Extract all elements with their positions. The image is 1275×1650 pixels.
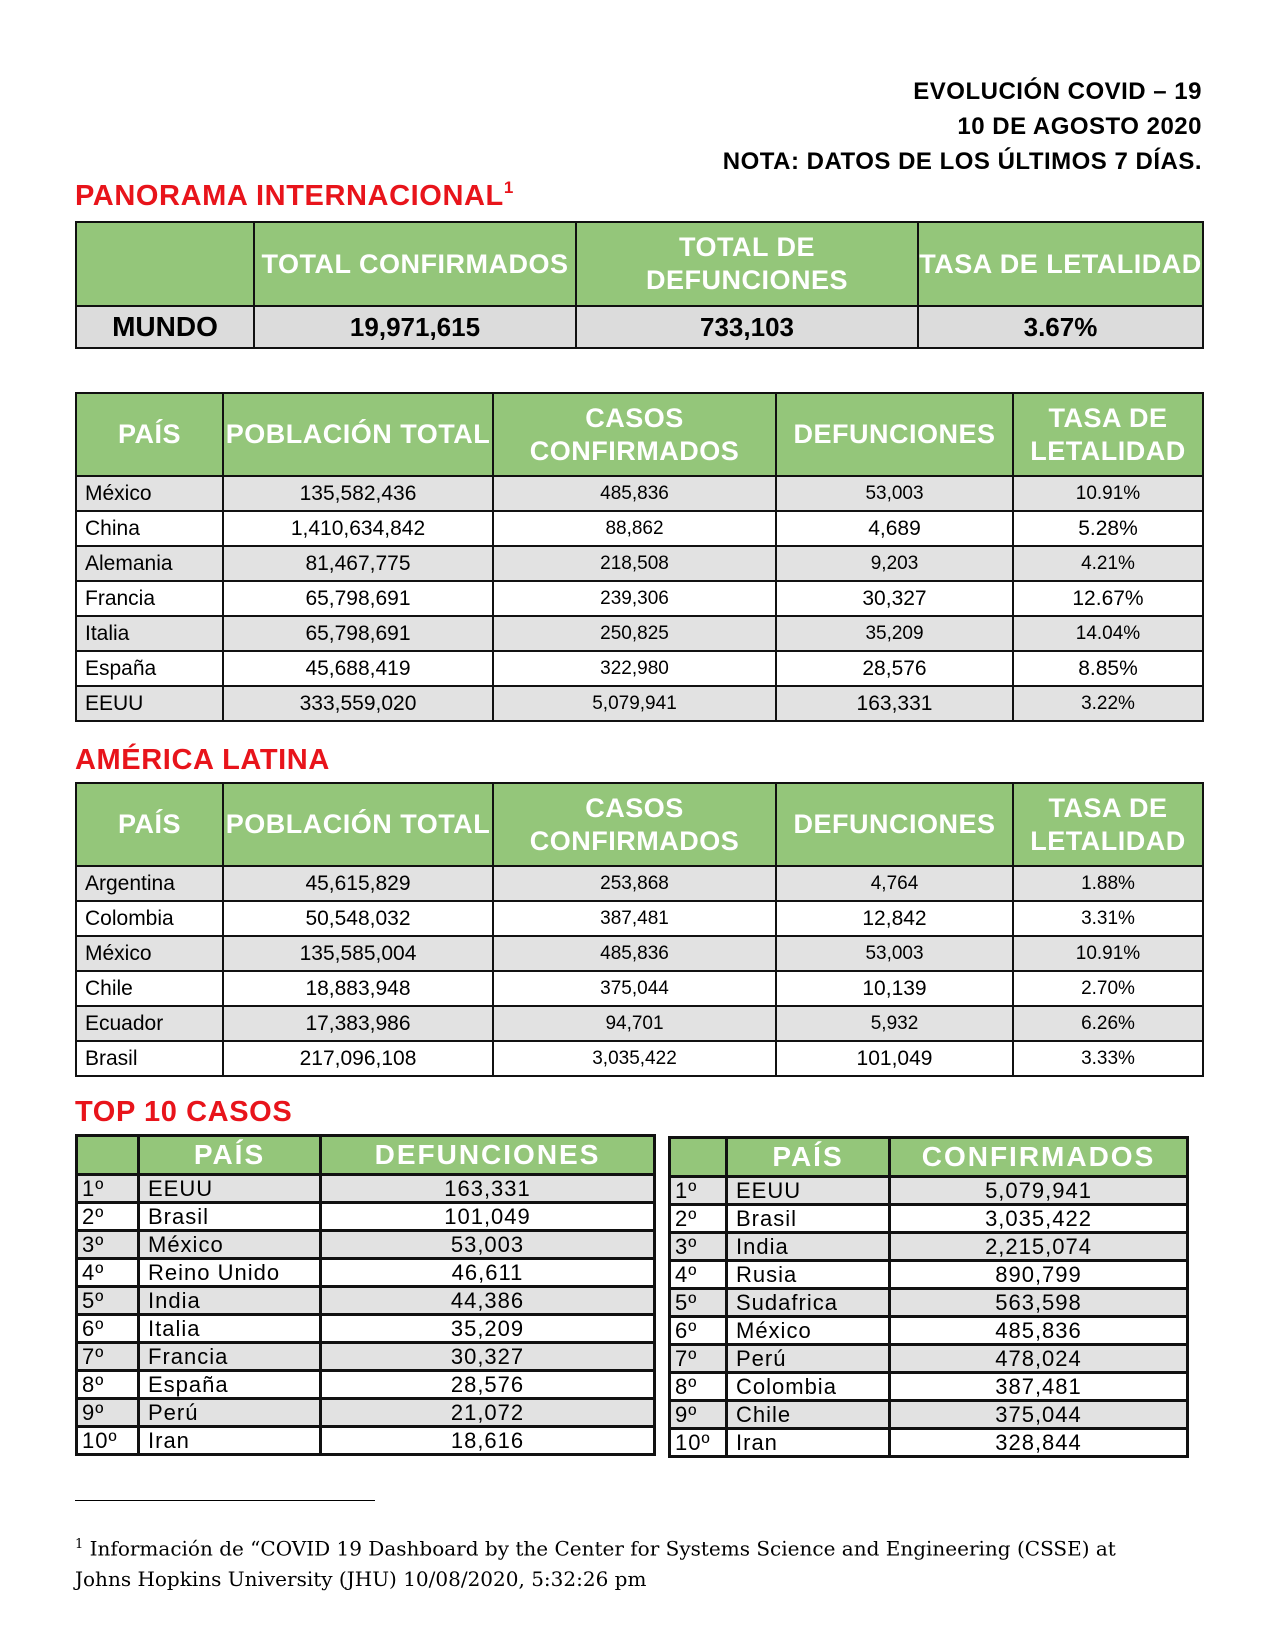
table-row [76, 686, 1203, 721]
cell-rank: 1º [670, 1177, 727, 1205]
cell-rank: 2º [77, 1203, 139, 1231]
cell-tasa: 3.33% [1013, 1041, 1203, 1076]
cell-casos: 94,701 [493, 1006, 776, 1041]
footnote-divider [75, 1500, 375, 1501]
table-row [76, 511, 1203, 546]
world-header-confirmados: TOTAL CONFIRMADOS [254, 222, 576, 306]
top10-def-header-defunciones: DEFUNCIONES [321, 1136, 655, 1175]
cell-pais: México [76, 476, 223, 511]
footnote-mark: 1 [75, 1537, 84, 1552]
cell-pais: España [76, 651, 223, 686]
cell-rank: 2º [670, 1205, 727, 1233]
world-header-defunciones: TOTAL DE DEFUNCIONES [576, 222, 918, 306]
table-row [670, 1205, 1188, 1233]
cell-casos: 88,862 [493, 511, 776, 546]
cell-confirmados: 485,836 [890, 1317, 1188, 1345]
cell-tasa: 14.04% [1013, 616, 1203, 651]
table-row [76, 616, 1203, 651]
cell-rank: 4º [77, 1259, 139, 1287]
cell-defunciones: 101,049 [321, 1203, 655, 1231]
world-label: MUNDO [76, 306, 254, 348]
cell-defunciones: 9,203 [776, 546, 1013, 581]
cell-pais: Perú [139, 1399, 321, 1427]
cell-pais: Brasil [76, 1041, 223, 1076]
cell-tasa: 6.26% [1013, 1006, 1203, 1041]
top10-def-header-pais: PAÍS [139, 1136, 321, 1175]
cell-rank: 9º [77, 1399, 139, 1427]
cell-poblacion: 17,383,986 [223, 1006, 493, 1041]
table-row [76, 901, 1203, 936]
cell-pais: China [76, 511, 223, 546]
cell-confirmados: 375,044 [890, 1401, 1188, 1429]
cell-pais: India [727, 1233, 890, 1261]
table-row [670, 1233, 1188, 1261]
cell-tasa: 4.21% [1013, 546, 1203, 581]
world-header-blank [76, 222, 254, 306]
table-row [77, 1203, 655, 1231]
cell-rank: 6º [670, 1317, 727, 1345]
cell-defunciones: 101,049 [776, 1041, 1013, 1076]
world-header-tasa: TASA DE LETALIDAD [918, 222, 1203, 306]
cell-defunciones: 53,003 [776, 476, 1013, 511]
world-tasa: 3.67% [918, 306, 1203, 348]
cell-poblacion: 45,615,829 [223, 866, 493, 901]
cell-defunciones: 18,616 [321, 1427, 655, 1455]
cell-poblacion: 65,798,691 [223, 616, 493, 651]
cell-pais: Sudafrica [727, 1289, 890, 1317]
cell-rank: 9º [670, 1401, 727, 1429]
header-date: 10 DE AGOSTO 2020 [957, 113, 1202, 140]
cell-defunciones: 44,386 [321, 1287, 655, 1315]
table-row [77, 1175, 655, 1203]
cell-defunciones: 53,003 [776, 936, 1013, 971]
cell-defunciones: 30,327 [776, 581, 1013, 616]
cell-defunciones: 46,611 [321, 1259, 655, 1287]
cell-pais: EEUU [727, 1177, 890, 1205]
cell-pais: Colombia [727, 1373, 890, 1401]
top10-title: TOP 10 CASOS [75, 1096, 293, 1128]
cell-confirmados: 5,079,941 [890, 1177, 1188, 1205]
cell-casos: 239,306 [493, 581, 776, 616]
cell-pais: Italia [139, 1315, 321, 1343]
cell-pais: Chile [76, 971, 223, 1006]
cell-tasa: 3.31% [1013, 901, 1203, 936]
cell-confirmados: 328,844 [890, 1429, 1188, 1457]
cell-casos: 5,079,941 [493, 686, 776, 721]
table-row [76, 476, 1203, 511]
cell-confirmados: 387,481 [890, 1373, 1188, 1401]
header-title: EVOLUCIÓN COVID – 19 [913, 78, 1202, 105]
cell-defunciones: 5,932 [776, 1006, 1013, 1041]
cell-tasa: 10.91% [1013, 936, 1203, 971]
cell-pais: Iran [139, 1427, 321, 1455]
cell-pais: Rusia [727, 1261, 890, 1289]
top10-def-header-rank [77, 1136, 139, 1175]
cell-casos: 322,980 [493, 651, 776, 686]
table-row [670, 1289, 1188, 1317]
col-poblacion: POBLACIÓN TOTAL [223, 393, 493, 476]
table-row [76, 581, 1203, 616]
cell-confirmados: 3,035,422 [890, 1205, 1188, 1233]
cell-rank: 3º [670, 1233, 727, 1261]
cell-rank: 3º [77, 1231, 139, 1259]
cell-rank: 7º [77, 1343, 139, 1371]
table-row [76, 971, 1203, 1006]
table-row [670, 1373, 1188, 1401]
cell-rank: 8º [77, 1371, 139, 1399]
america-latina-title: AMÉRICA LATINA [75, 744, 330, 776]
top10-defunciones-table [75, 1134, 656, 1456]
cell-poblacion: 45,688,419 [223, 651, 493, 686]
cell-defunciones: 28,576 [321, 1371, 655, 1399]
cell-pais: Chile [727, 1401, 890, 1429]
cell-rank: 5º [77, 1287, 139, 1315]
cell-defunciones: 163,331 [321, 1175, 655, 1203]
cell-casos: 485,836 [493, 936, 776, 971]
cell-tasa: 5.28% [1013, 511, 1203, 546]
world-table [75, 221, 1204, 349]
table-row [76, 1006, 1203, 1041]
col-casos: CASOS CONFIRMADOS [493, 783, 776, 866]
cell-casos: 387,481 [493, 901, 776, 936]
cell-rank: 10º [77, 1427, 139, 1455]
cell-defunciones: 4,764 [776, 866, 1013, 901]
cell-defunciones: 21,072 [321, 1399, 655, 1427]
cell-defunciones: 163,331 [776, 686, 1013, 721]
col-casos: CASOS CONFIRMADOS [493, 393, 776, 476]
cell-defunciones: 35,209 [321, 1315, 655, 1343]
cell-rank: 4º [670, 1261, 727, 1289]
cell-defunciones: 28,576 [776, 651, 1013, 686]
cell-casos: 253,868 [493, 866, 776, 901]
cell-casos: 3,035,422 [493, 1041, 776, 1076]
table-row [77, 1343, 655, 1371]
world-confirmados: 19,971,615 [254, 306, 576, 348]
top10-conf-header-pais: PAÍS [727, 1138, 890, 1177]
table-row [77, 1287, 655, 1315]
table-row [670, 1177, 1188, 1205]
cell-pais: EEUU [139, 1175, 321, 1203]
cell-poblacion: 65,798,691 [223, 581, 493, 616]
cell-pais: Brasil [139, 1203, 321, 1231]
cell-pais: Reino Unido [139, 1259, 321, 1287]
footnote [75, 1530, 1155, 1594]
header-note: NOTA: DATOS DE LOS ÚLTIMOS 7 DÍAS. [722, 148, 1202, 175]
col-tasa: TASA DE LETALIDAD [1013, 783, 1203, 866]
table-row [77, 1315, 655, 1343]
col-pais: PAÍS [76, 783, 223, 866]
cell-pais: Colombia [76, 901, 223, 936]
cell-defunciones: 12,842 [776, 901, 1013, 936]
cell-poblacion: 217,096,108 [223, 1041, 493, 1076]
col-pais: PAÍS [76, 393, 223, 476]
cell-confirmados: 478,024 [890, 1345, 1188, 1373]
cell-tasa: 10.91% [1013, 476, 1203, 511]
cell-pais: España [139, 1371, 321, 1399]
cell-casos: 485,836 [493, 476, 776, 511]
col-defunciones: DEFUNCIONES [776, 393, 1013, 476]
table-row [77, 1399, 655, 1427]
cell-pais: EEUU [76, 686, 223, 721]
cell-defunciones: 35,209 [776, 616, 1013, 651]
cell-pais: Ecuador [76, 1006, 223, 1041]
footnote-text: Información de “COVID 19 Dashboard by the Center for Systems Science and Engineering (CSSE) at Johns Hopkins University (JHU) 10/08/2020, 5:32:26 pm [75, 1536, 1116, 1591]
cell-rank: 6º [77, 1315, 139, 1343]
col-poblacion: POBLACIÓN TOTAL [223, 783, 493, 866]
cell-rank: 8º [670, 1373, 727, 1401]
cell-poblacion: 333,559,020 [223, 686, 493, 721]
cell-defunciones: 30,327 [321, 1343, 655, 1371]
cell-tasa: 1.88% [1013, 866, 1203, 901]
cell-poblacion: 50,548,032 [223, 901, 493, 936]
cell-pais: India [139, 1287, 321, 1315]
cell-rank: 5º [670, 1289, 727, 1317]
cell-rank: 1º [77, 1175, 139, 1203]
cell-poblacion: 135,582,436 [223, 476, 493, 511]
cell-defunciones: 53,003 [321, 1231, 655, 1259]
cell-pais: Francia [76, 581, 223, 616]
cell-pais: Iran [727, 1429, 890, 1457]
table-row [670, 1317, 1188, 1345]
world-defunciones: 733,103 [576, 306, 918, 348]
cell-poblacion: 81,467,775 [223, 546, 493, 581]
table-row [77, 1427, 655, 1455]
cell-casos: 218,508 [493, 546, 776, 581]
table-row [76, 866, 1203, 901]
cell-casos: 250,825 [493, 616, 776, 651]
table-row [77, 1259, 655, 1287]
table-row [670, 1401, 1188, 1429]
top10-conf-header-rank [670, 1138, 727, 1177]
cell-tasa: 2.70% [1013, 971, 1203, 1006]
cell-casos: 375,044 [493, 971, 776, 1006]
cell-tasa: 8.85% [1013, 651, 1203, 686]
international-table [75, 392, 1204, 722]
table-row [670, 1429, 1188, 1457]
cell-pais: Italia [76, 616, 223, 651]
cell-pais: Alemania [76, 546, 223, 581]
table-row [77, 1231, 655, 1259]
table-row [76, 936, 1203, 971]
cell-defunciones: 10,139 [776, 971, 1013, 1006]
cell-defunciones: 4,689 [776, 511, 1013, 546]
table-row [77, 1371, 655, 1399]
cell-pais: Brasil [727, 1205, 890, 1233]
table-row [76, 1041, 1203, 1076]
america-latina-table [75, 782, 1204, 1077]
cell-tasa: 12.67% [1013, 581, 1203, 616]
table-row [76, 651, 1203, 686]
document-header [723, 74, 1202, 179]
cell-pais: México [76, 936, 223, 971]
cell-pais: Perú [727, 1345, 890, 1373]
cell-poblacion: 135,585,004 [223, 936, 493, 971]
cell-poblacion: 1,410,634,842 [223, 511, 493, 546]
cell-confirmados: 890,799 [890, 1261, 1188, 1289]
col-defunciones: DEFUNCIONES [776, 783, 1013, 866]
cell-pais: Francia [139, 1343, 321, 1371]
cell-confirmados: 2,215,074 [890, 1233, 1188, 1261]
cell-rank: 7º [670, 1345, 727, 1373]
cell-tasa: 3.22% [1013, 686, 1203, 721]
panorama-title: PANORAMA INTERNACIONAL$^1$ [75, 178, 514, 212]
table-row [670, 1261, 1188, 1289]
table-row [670, 1345, 1188, 1373]
cell-pais: Argentina [76, 866, 223, 901]
top10-confirmados-table [668, 1136, 1189, 1458]
cell-confirmados: 563,598 [890, 1289, 1188, 1317]
cell-pais: México [727, 1317, 890, 1345]
cell-pais: México [139, 1231, 321, 1259]
table-row [76, 546, 1203, 581]
cell-rank: 10º [670, 1429, 727, 1457]
cell-poblacion: 18,883,948 [223, 971, 493, 1006]
top10-conf-header-confirmados: CONFIRMADOS [890, 1138, 1188, 1177]
col-tasa: TASA DE LETALIDAD [1013, 393, 1203, 476]
